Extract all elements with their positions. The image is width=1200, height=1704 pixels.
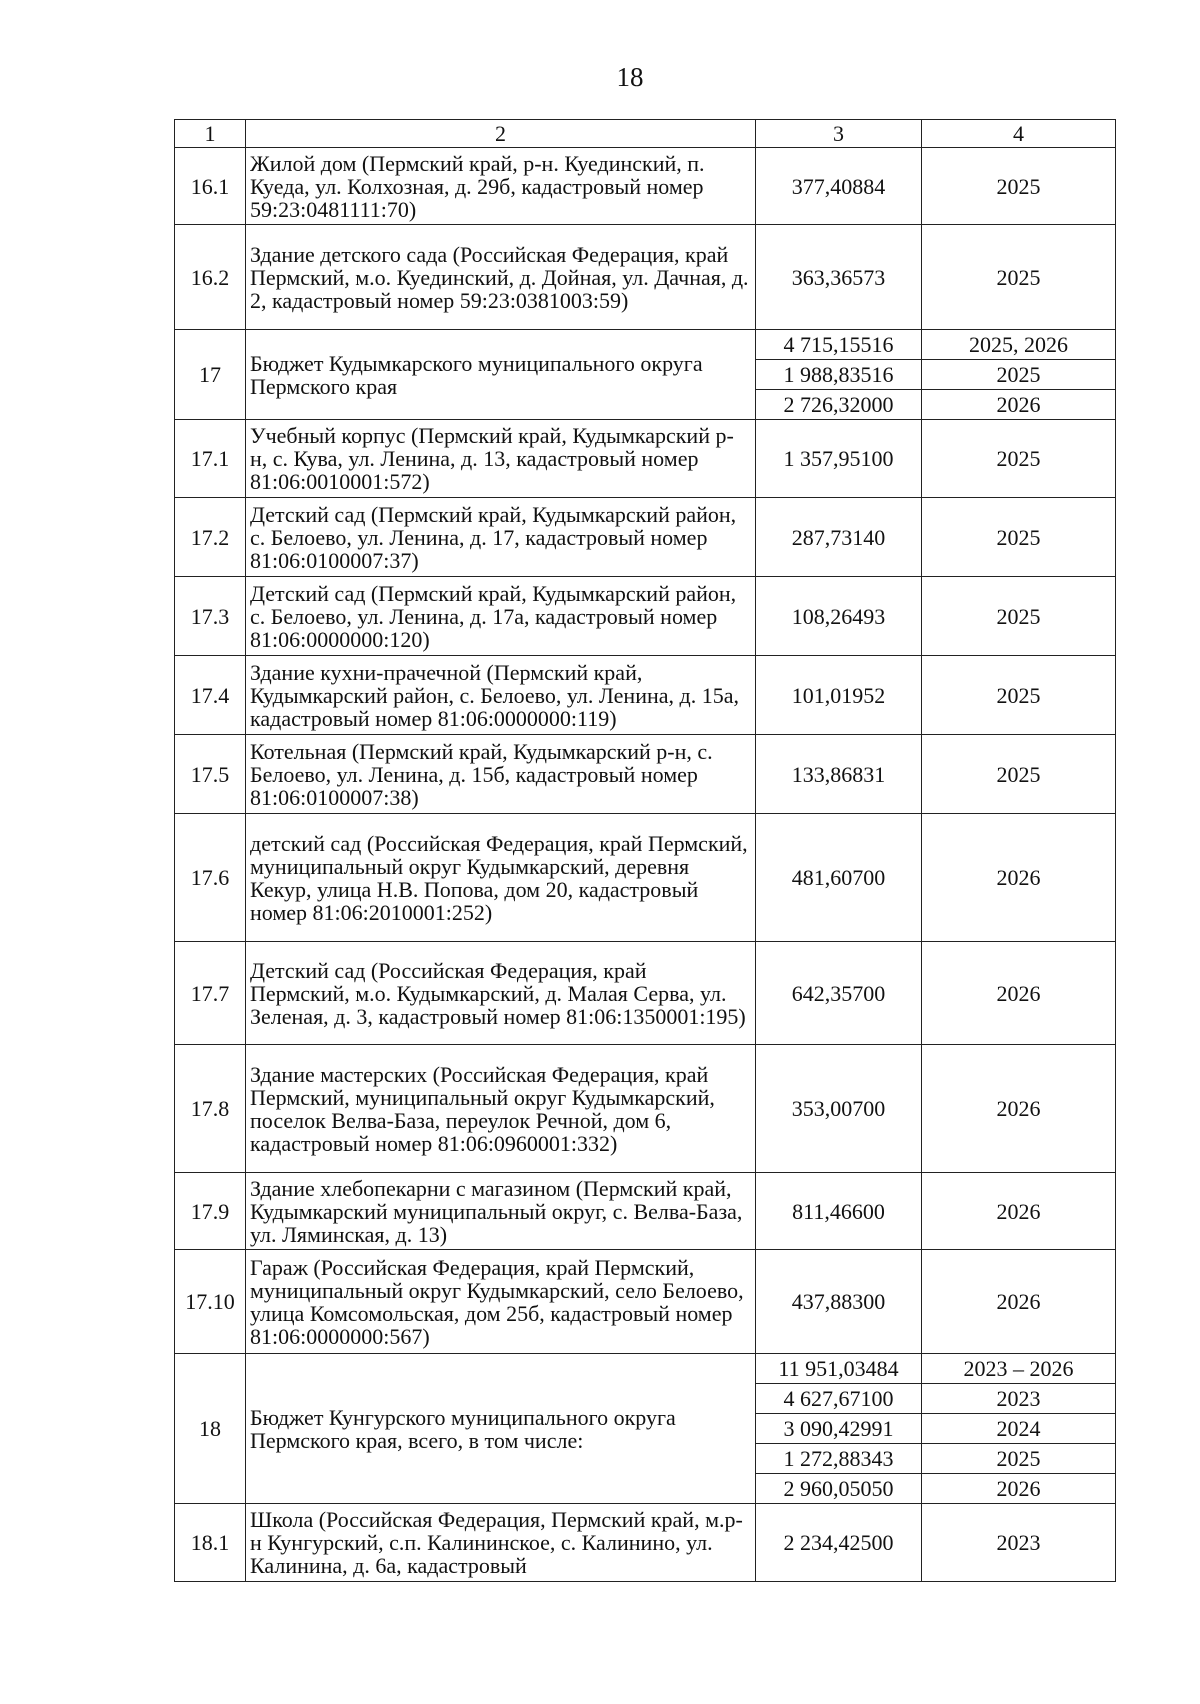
object-description: Котельная (Пермский край, Кудымкарский р-н, с. Белоево, ул. Ленина, д. 15б, кадастровый номер 81:06:0100007:38) <box>246 735 756 814</box>
row-number: 17 <box>175 330 246 420</box>
row-number: 17.8 <box>175 1045 246 1173</box>
row-number: 17.6 <box>175 814 246 942</box>
year-value: 2026 <box>922 1250 1116 1354</box>
row-number: 17.1 <box>175 420 246 498</box>
year-value: 2023 <box>922 1504 1116 1582</box>
amount-value: 811,46600 <box>756 1173 922 1250</box>
year-value: 2026 <box>922 1173 1116 1250</box>
table-row <box>175 1045 1116 1173</box>
object-description: Гараж (Российская Федерация, край Пермский, муниципальный округ Кудымкарский, село Белоево, улица Комсомольская, дом 25б, кадастровый номер 81:06:0000000:567) <box>246 1250 756 1354</box>
object-description: Здание хлебопекарни с магазином (Пермский край, Кудымкарский муниципальный округ, с. Велва-База, ул. Ляминская, д. 13) <box>246 1173 756 1250</box>
amount-value: 1 357,95100 <box>756 420 922 498</box>
year-value: 2025 <box>922 148 1116 225</box>
table-row <box>175 1173 1116 1250</box>
amount-value: 1 988,83516 <box>756 360 922 390</box>
amount-value: 108,26493 <box>756 577 922 656</box>
year-value: 2025 <box>922 656 1116 735</box>
table-row <box>175 148 1116 225</box>
object-description: Здание мастерских (Российская Федерация, край Пермский, муниципальный округ Кудымкарский, поселок Велва-База, переулок Речной, дом 6, кадастровый номер 81:06:0960001:332) <box>246 1045 756 1173</box>
object-description: Бюджет Кудымкарского муниципального округа Пермского края <box>246 330 756 420</box>
amount-value: 11 951,03484 <box>756 1354 922 1384</box>
object-description: Бюджет Кунгурского муниципального округа Пермского края, всего, в том числе: <box>246 1354 756 1504</box>
amount-value: 2 726,32000 <box>756 390 922 420</box>
row-number: 16.2 <box>175 225 246 330</box>
table-row <box>175 577 1116 656</box>
table-row <box>175 814 1116 942</box>
page-number: 18 <box>616 62 644 92</box>
object-description: Здание кухни-прачечной (Пермский край, Кудымкарский район, с. Белоево, ул. Ленина, д. 15а, кадастровый номер 81:06:0000000:119) <box>246 656 756 735</box>
year-value: 2025 <box>922 1444 1116 1474</box>
object-description: Здание детского сада (Российская Федерация, край Пермский, м.о. Куединский, д. Дойная, ул. Дачная, д. 2, кадастровый номер 59:23:0381003:59) <box>246 225 756 330</box>
table-row <box>175 330 1116 360</box>
object-description: Жилой дом (Пермский край, р-н. Куединский, п. Куеда, ул. Колхозная, д. 29б, кадастровый номер 59:23:0481111:70) <box>246 148 756 225</box>
table-row <box>175 942 1116 1045</box>
header-col-2: 2 <box>246 120 756 148</box>
header-col-1: 1 <box>175 120 246 148</box>
row-number: 18.1 <box>175 1504 246 1582</box>
amount-value: 1 272,88343 <box>756 1444 922 1474</box>
table-row <box>175 498 1116 577</box>
amount-value: 3 090,42991 <box>756 1414 922 1444</box>
year-value: 2026 <box>922 942 1116 1045</box>
year-value: 2023 – 2026 <box>922 1354 1116 1384</box>
object-description: Учебный корпус (Пермский край, Кудымкарский р-н, с. Кува, ул. Ленина, д. 13, кадастровый номер 81:06:0010001:572) <box>246 420 756 498</box>
amount-value: 287,73140 <box>756 498 922 577</box>
row-number: 17.10 <box>175 1250 246 1354</box>
table-header-row <box>175 120 1116 148</box>
object-description: Детский сад (Российская Федерация, край Пермский, м.о. Кудымкарский, д. Малая Серва, ул. Зеленая, д. 3, кадастровый номер 81:06:1350001:195) <box>246 942 756 1045</box>
amount-value: 4 715,15516 <box>756 330 922 360</box>
year-value: 2024 <box>922 1414 1116 1444</box>
row-number: 17.5 <box>175 735 246 814</box>
row-number: 17.9 <box>175 1173 246 1250</box>
amount-value: 101,01952 <box>756 656 922 735</box>
year-value: 2025 <box>922 360 1116 390</box>
amount-value: 642,35700 <box>756 942 922 1045</box>
amount-value: 133,86831 <box>756 735 922 814</box>
amount-value: 437,88300 <box>756 1250 922 1354</box>
amount-value: 4 627,67100 <box>756 1384 922 1414</box>
year-value: 2025 <box>922 735 1116 814</box>
year-value: 2026 <box>922 390 1116 420</box>
table-row <box>175 1354 1116 1384</box>
amount-value: 363,36573 <box>756 225 922 330</box>
table-row <box>175 420 1116 498</box>
year-value: 2026 <box>922 814 1116 942</box>
table-body <box>175 148 1116 1582</box>
table-row <box>175 735 1116 814</box>
amount-value: 377,40884 <box>756 148 922 225</box>
year-value: 2025 <box>922 420 1116 498</box>
table-row <box>175 225 1116 330</box>
year-value: 2025 <box>922 225 1116 330</box>
row-number: 17.3 <box>175 577 246 656</box>
amount-value: 2 960,05050 <box>756 1474 922 1504</box>
row-number: 16.1 <box>175 148 246 225</box>
row-number: 17.4 <box>175 656 246 735</box>
amount-value: 2 234,42500 <box>756 1504 922 1582</box>
row-number: 17.2 <box>175 498 246 577</box>
object-description: Детский сад (Пермский край, Кудымкарский район, с. Белоево, ул. Ленина, д. 17, кадастровый номер 81:06:0100007:37) <box>246 498 756 577</box>
year-value: 2025 <box>922 577 1116 656</box>
header-col-3: 3 <box>756 120 922 148</box>
amount-value: 353,00700 <box>756 1045 922 1173</box>
table-row <box>175 656 1116 735</box>
object-description: детский сад (Российская Федерация, край Пермский, муниципальный округ Кудымкарский, деревня Кекур, улица Н.В. Попова, дом 20, кадастровый номер 81:06:2010001:252) <box>246 814 756 942</box>
year-value: 2026 <box>922 1474 1116 1504</box>
table-row <box>175 1250 1116 1354</box>
row-number: 18 <box>175 1354 246 1504</box>
header-col-4: 4 <box>922 120 1116 148</box>
year-value: 2025 <box>922 498 1116 577</box>
year-value: 2026 <box>922 1045 1116 1173</box>
year-value: 2025, 2026 <box>922 330 1116 360</box>
budget-table <box>174 119 1116 1582</box>
year-value: 2023 <box>922 1384 1116 1414</box>
row-number: 17.7 <box>175 942 246 1045</box>
object-description: Школа (Российская Федерация, Пермский край, м.р-н Кунгурский, с.п. Калининское, с. Калинино, ул. Калинина, д. 6а, кадастровый <box>246 1504 756 1582</box>
amount-value: 481,60700 <box>756 814 922 942</box>
table-row <box>175 1504 1116 1582</box>
object-description: Детский сад (Пермский край, Кудымкарский район, с. Белоево, ул. Ленина, д. 17а, кадастровый номер 81:06:0000000:120) <box>246 577 756 656</box>
